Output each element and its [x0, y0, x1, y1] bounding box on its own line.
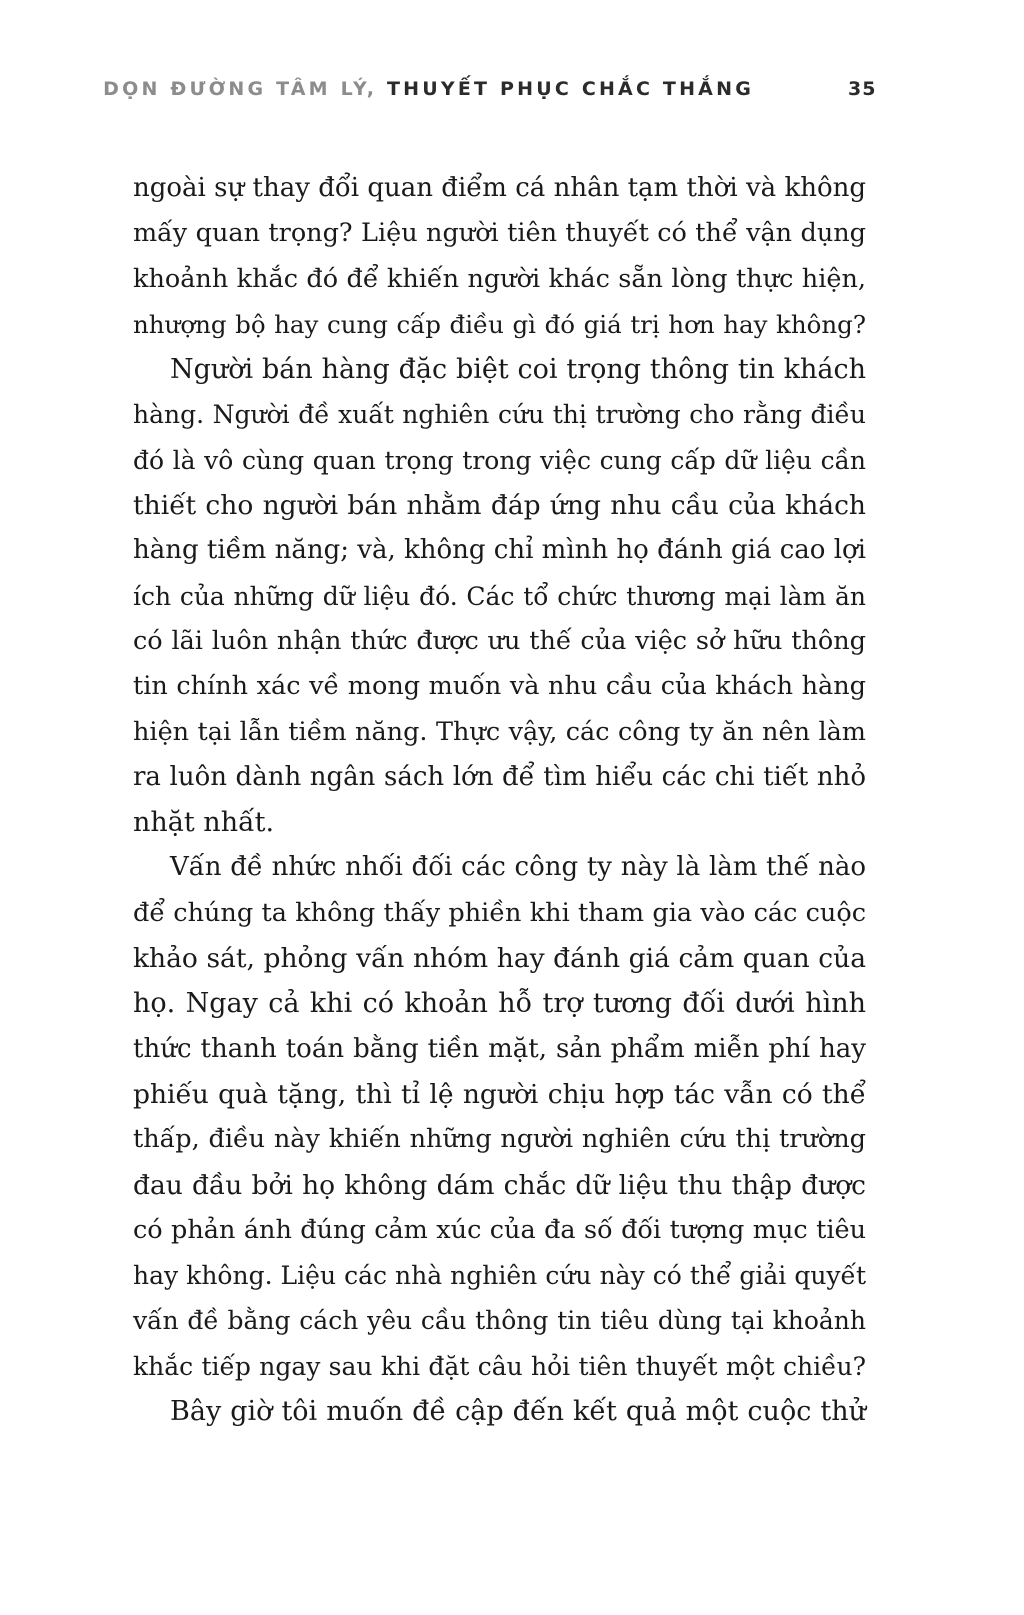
text-line: tin chính xác về mong muốn và nhu cầu của khách hàng: [133, 671, 866, 702]
text-line: hay không. Liệu các nhà nghiên cứu này có thể giải quyết: [133, 1261, 866, 1291]
text-line: để chúng ta không thấy phiền khi tham gia vào các cuộc: [133, 897, 866, 928]
running-title: [103, 78, 754, 100]
text-line: có lãi luôn nhận thức được ưu thế của việc sở hữu thông: [133, 625, 866, 656]
text-line: hàng tiềm năng; và, không chỉ mình họ đánh giá cao lợi: [133, 535, 866, 566]
running-title-part1: DỌN ĐƯỜNG TÂM LÝ,: [103, 78, 387, 100]
text-line: khắc tiếp ngay sau khi đặt câu hỏi tiên thuyết một chiều?: [133, 1351, 866, 1381]
text-line: họ. Ngay cả khi có khoản hỗ trợ tương đối dưới hình: [133, 988, 866, 1020]
page-number: 35: [848, 78, 877, 100]
body-text: [133, 166, 866, 1434]
text-line: nhặt nhất.: [133, 807, 275, 839]
text-line: thiết cho người bán nhằm đáp ứng nhu cầu của khách: [133, 490, 866, 522]
text-line: hiện tại lẫn tiềm năng. Thực vậy, các công ty ăn nên làm: [133, 716, 866, 747]
text-line: nhượng bộ hay cung cấp điều gì đó giá trị hơn hay không?: [133, 309, 866, 339]
text-line: thức thanh toán bằng tiền mặt, sản phẩm miễn phí hay: [133, 1033, 866, 1064]
running-header: [0, 78, 1024, 104]
text-line: thấp, điều này khiến những người nghiên cứu thị trường: [133, 1124, 866, 1155]
text-line: đó là vô cùng quan trọng trong việc cung cấp dữ liệu cần: [133, 445, 866, 475]
text-line: Bây giờ tôi muốn đề cập đến kết quả một cuộc thử: [170, 1396, 866, 1428]
text-line: khoảnh khắc đó để khiến người khác sẵn lòng thực hiện,: [133, 263, 866, 294]
text-line: vấn đề bằng cách yêu cầu thông tin tiêu dùng tại khoảnh: [133, 1306, 866, 1336]
text-line: hàng. Người đề xuất nghiên cứu thị trường cho rằng điều: [133, 400, 866, 430]
text-line: phiếu quà tặng, thì tỉ lệ người chịu hợp tác vẫn có thể: [133, 1078, 866, 1110]
text-line: mấy quan trọng? Liệu người tiên thuyết có thể vận dụng: [133, 218, 866, 249]
text-line: Vấn đề nhức nhối đối các công ty này là làm thế nào: [170, 852, 866, 883]
running-title-part2: THUYẾT PHỤC CHẮC THẮNG: [387, 78, 754, 100]
text-line: có phản ánh đúng cảm xúc của đa số đối tượng mục tiêu: [133, 1214, 866, 1245]
text-line: ích của những dữ liệu đó. Các tổ chức thương mại làm ăn: [133, 581, 866, 611]
text-line: Người bán hàng đặc biệt coi trọng thông tin khách: [170, 354, 866, 386]
text-line: khảo sát, phỏng vấn nhóm hay đánh giá cảm quan của: [133, 943, 866, 975]
text-line: ngoài sự thay đổi quan điểm cá nhân tạm thời và không: [133, 173, 866, 203]
text-line: ra luôn dành ngân sách lớn để tìm hiểu các chi tiết nhỏ: [133, 761, 866, 792]
text-line: đau đầu bởi họ không dám chắc dữ liệu thu thập được: [133, 1169, 866, 1201]
